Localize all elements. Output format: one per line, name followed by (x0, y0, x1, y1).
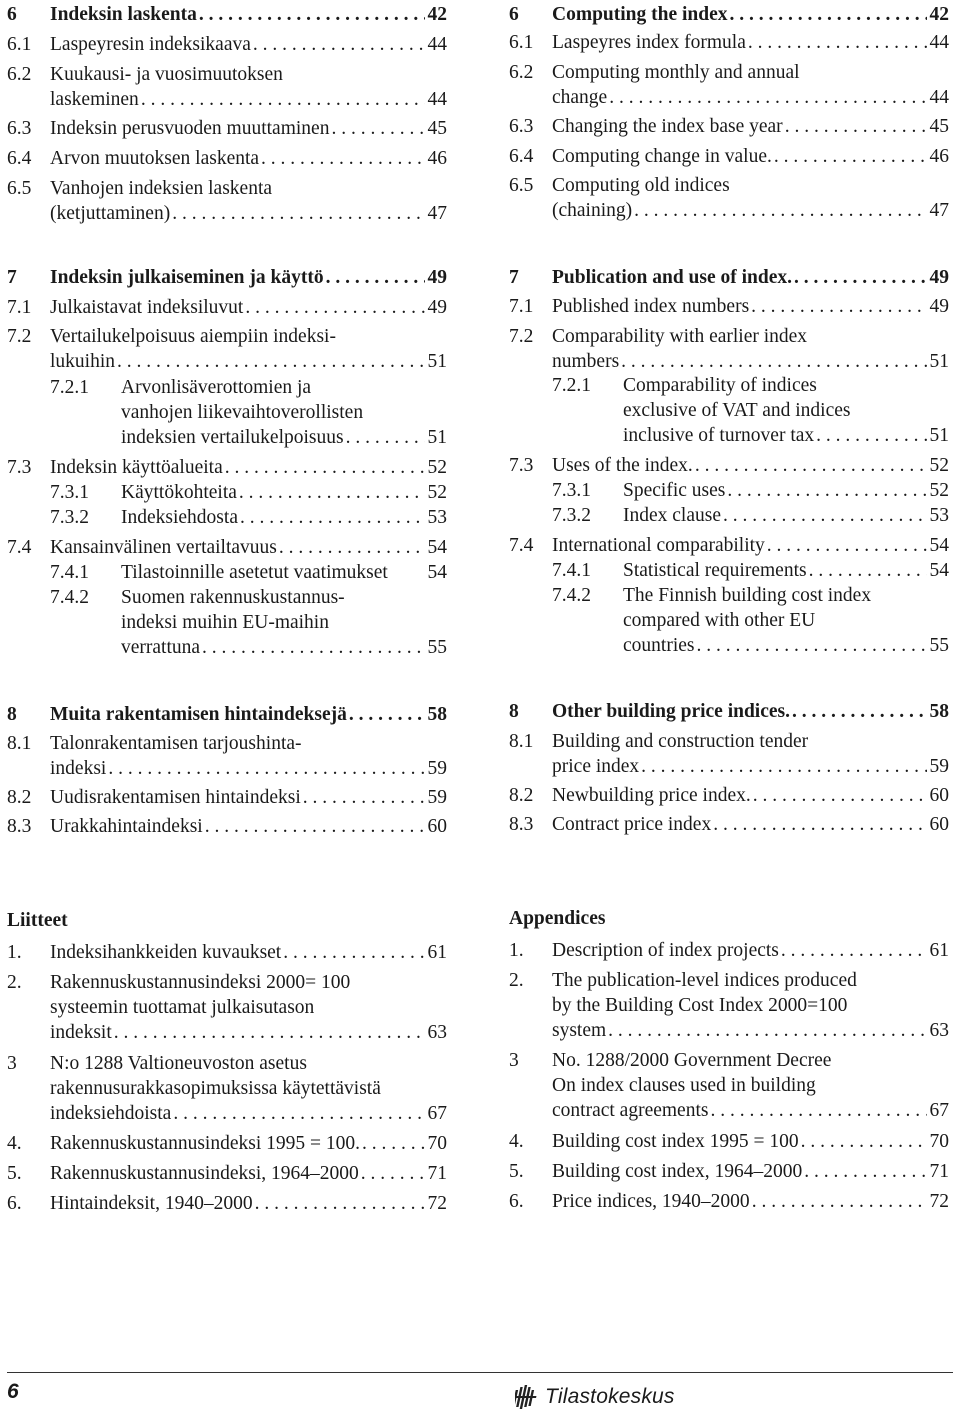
entry-title: Rakennuskustannusindeksi 1995 = 100. (50, 1133, 360, 1154)
entry-title: Urakkahintaindeksi (50, 816, 203, 837)
dot-leader (344, 425, 425, 450)
page-ref: 51 (427, 351, 447, 372)
entry-number: 6 (7, 4, 17, 25)
toc-entry (509, 144, 949, 169)
entry-title: No. 1288/2000 Government Decree (552, 1050, 832, 1071)
entry-title: lukuihin (50, 351, 116, 372)
entry-title: The Finnish building cost index (623, 585, 872, 606)
entry-title: Publication and use of index. (552, 267, 793, 288)
logo-text: Tilastokeskus (545, 1385, 675, 1408)
entry-title: Talonrakentamisen tarjoushinta- (50, 733, 302, 754)
entry-title: Changing the index base year (552, 116, 783, 137)
appendix-heading: Appendices (509, 908, 606, 929)
page-ref: 49 (929, 267, 949, 288)
entry-number: 6.3 (7, 118, 32, 139)
entry-title: Contract price index (552, 814, 712, 835)
entry-title: Arvonlisäverottomien ja (121, 377, 312, 398)
page-ref: 61 (427, 942, 447, 963)
page-ref: 42 (427, 4, 447, 25)
page-ref: 55 (929, 635, 949, 656)
entry-number: 6. (509, 1191, 524, 1212)
entry-number: 6.2 (7, 64, 32, 85)
entry-title: Arvon muutoksen laskenta (50, 148, 260, 169)
page-ref: 60 (427, 816, 447, 837)
entry-title: countries (623, 635, 695, 656)
entry-title: Laspeyres index formula (552, 32, 746, 53)
page-ref: 45 (929, 116, 949, 137)
toc-entry (7, 785, 447, 810)
dot-leader (721, 503, 927, 528)
page-ref: 54 (929, 560, 949, 581)
page-ref: 59 (427, 758, 447, 779)
entry-number: 8.1 (7, 733, 32, 754)
entry-number: 6.5 (7, 178, 32, 199)
entry-title: Other building price indices. (552, 701, 790, 722)
dot-leader (243, 295, 424, 320)
entry-number: 8 (7, 704, 17, 725)
entry-number: 4. (7, 1133, 22, 1154)
dot-leader (750, 1189, 927, 1214)
toc-entry (7, 560, 447, 585)
toc-entry (509, 1129, 949, 1154)
entry-title: Indeksin perusvuoden muuttaminen (50, 118, 330, 139)
entry-title: Published index numbers (552, 296, 750, 317)
page-ref: 51 (929, 351, 949, 372)
toc-entry (509, 265, 949, 290)
entry-title: indeksiehdoista (50, 1103, 172, 1124)
dot-leader (708, 1098, 926, 1123)
page-ref: 53 (929, 505, 949, 526)
entry-title: Indeksihankkeiden kuvaukset (50, 942, 282, 963)
page-ref: 55 (427, 637, 447, 658)
page-ref: 42 (929, 4, 949, 25)
page-ref: 70 (929, 1131, 949, 1152)
entry-title: Specific uses (623, 480, 726, 501)
entry-title: Price indices, 1940–2000 (552, 1191, 750, 1212)
entry-title: Description of index projects (552, 940, 779, 961)
dot-leader (203, 814, 425, 839)
toc-entry (509, 558, 949, 583)
entry-title: Muita rakentamisen hintaindeksejä (50, 704, 347, 725)
entry-number: 7.4 (509, 535, 534, 556)
toc-entry (7, 146, 447, 171)
toc-entry (7, 505, 447, 530)
toc-entry (509, 699, 949, 724)
page-ref: 54 (427, 537, 447, 558)
entry-number: 7.2.1 (50, 377, 89, 398)
entry-number: 7.4.2 (50, 587, 89, 608)
page-ref: 52 (427, 482, 447, 503)
toc-entry (509, 503, 949, 528)
entry-title: N:o 1288 Valtioneuvoston asetus (50, 1053, 307, 1074)
entry-number: 7.2.1 (552, 375, 591, 396)
entry-title: indeksi (50, 758, 107, 779)
page-ref: 49 (427, 267, 447, 288)
page-ref: 72 (427, 1193, 447, 1214)
dot-leader (728, 2, 927, 27)
page-ref: 60 (929, 814, 949, 835)
entry-number: 8 (509, 701, 519, 722)
entry-title: Tilastoinnille asetetut vaatimukset (121, 562, 388, 583)
toc-entry (509, 294, 949, 319)
page-ref: 49 (427, 297, 447, 318)
entry-title: Uudisrakentamisen hintaindeksi (50, 787, 301, 808)
toc-entry (509, 324, 949, 374)
toc-entry (7, 32, 447, 57)
entry-number: 7.1 (509, 296, 534, 317)
entry-title: Computing change in value. (552, 146, 772, 167)
page-ref: 54 (427, 562, 447, 583)
dot-leader (799, 1129, 927, 1154)
page-ref: 51 (427, 427, 447, 448)
toc-entry (7, 731, 447, 781)
toc-entry (7, 1131, 447, 1156)
entry-number: 6. (7, 1193, 22, 1214)
entry-title: Indeksin laskenta (50, 4, 197, 25)
toc-entry (509, 478, 949, 503)
dot-leader (807, 558, 927, 583)
entry-number: 7.2 (509, 326, 534, 347)
page-ref: 46 (929, 146, 949, 167)
page-ref: 67 (427, 1103, 447, 1124)
entry-number: 5. (7, 1163, 22, 1184)
dot-leader (790, 699, 927, 724)
entry-number: 2. (7, 972, 22, 993)
page-ref: 59 (427, 787, 447, 808)
entry-number: 8.3 (509, 814, 534, 835)
entry-title: Suomen rakennuskustannus- (121, 587, 345, 608)
page-ref: 53 (427, 507, 447, 528)
tilastokeskus-logo-icon (515, 1384, 541, 1410)
toc-entry (509, 783, 949, 808)
dot-leader (694, 633, 926, 658)
dot-leader (606, 1018, 926, 1043)
dot-leader (253, 1191, 425, 1216)
entry-title: On index clauses used in building (552, 1075, 816, 1096)
entry-title: Rakennuskustannusindeksi, 1964–2000 (50, 1163, 359, 1184)
entry-number: 8.1 (509, 731, 534, 752)
dot-leader (259, 146, 424, 171)
entry-number: 7.4.1 (50, 562, 89, 583)
page-ref: 46 (427, 148, 447, 169)
dot-leader (277, 535, 425, 560)
page-ref: 60 (929, 785, 949, 806)
page-ref: 44 (427, 34, 447, 55)
toc-column-finnish (7, 0, 447, 1230)
page-ref: 52 (427, 457, 447, 478)
entry-title: Building cost index 1995 = 100 (552, 1131, 799, 1152)
page-ref: 61 (929, 940, 949, 961)
entry-number: 7.2 (7, 326, 32, 347)
dot-leader (360, 1131, 425, 1156)
entry-number: 6.3 (509, 116, 534, 137)
dot-leader (792, 265, 926, 290)
entry-title: Hintaindeksit, 1940–2000 (50, 1193, 253, 1214)
dot-leader (607, 85, 926, 110)
entry-number: 1. (7, 942, 22, 963)
entry-title: The publication-level indices produced (552, 970, 857, 991)
toc-entry (509, 30, 949, 55)
dot-leader (237, 480, 425, 505)
dot-leader (170, 201, 424, 226)
toc-entry (7, 2, 447, 27)
entry-title: Kansainvälinen vertailtavuus (50, 537, 277, 558)
entry-title: Index clause (623, 505, 721, 526)
toc-entry (7, 295, 447, 320)
toc-column-english (509, 0, 949, 1230)
toc-entry (7, 116, 447, 141)
dot-leader (746, 30, 927, 55)
page-ref: 58 (929, 701, 949, 722)
page-ref: 44 (929, 32, 949, 53)
page-ref: 70 (427, 1133, 447, 1154)
entry-title: Computing the index (552, 4, 728, 25)
entry-number: 6 (509, 4, 519, 25)
entry-title: verrattuna (121, 637, 201, 658)
page-ref: 52 (929, 455, 949, 476)
entry-title: Vertailukelpoisuus aiempiin indeksi- (50, 326, 336, 347)
toc-entry (7, 814, 447, 839)
toc-entry (509, 2, 949, 27)
page-ref: 51 (929, 425, 949, 446)
dot-leader (238, 505, 425, 530)
entry-number: 2. (509, 970, 524, 991)
dot-leader (711, 812, 926, 837)
entry-number: 6.4 (7, 148, 32, 169)
entry-number: 7.3 (509, 455, 534, 476)
entry-title: system (552, 1020, 607, 1041)
entry-title: (ketjuttaminen) (50, 203, 171, 224)
toc-entry (7, 585, 447, 660)
entry-title: Vanhojen indeksien laskenta (50, 178, 273, 199)
entry-title: Statistical requirements (623, 560, 807, 581)
dot-leader (779, 938, 927, 963)
toc-entry (509, 1189, 949, 1214)
entry-number: 7.4.1 (552, 560, 591, 581)
page-ref: 45 (427, 118, 447, 139)
page-ref: 71 (929, 1161, 949, 1182)
entry-number: 8.2 (7, 787, 32, 808)
entry-title: (chaining) (552, 200, 633, 221)
page-ref: 63 (427, 1022, 447, 1043)
toc-entry (7, 265, 447, 290)
entry-title: Julkaistavat indeksiluvut (50, 297, 244, 318)
entry-title: laskeminen (50, 89, 139, 110)
toc-entry (509, 114, 949, 139)
entry-title: International comparability (552, 535, 765, 556)
entry-number: 8.3 (7, 816, 32, 837)
toc-entry (7, 1051, 447, 1126)
entry-number: 6.1 (509, 32, 534, 53)
entry-number: 1. (509, 940, 524, 961)
page-ref: 49 (929, 296, 949, 317)
page-ref: 63 (929, 1020, 949, 1041)
entry-number: 3 (7, 1053, 17, 1074)
page-ref: 54 (929, 535, 949, 556)
dot-leader (725, 478, 926, 503)
entry-number: 7.3.1 (50, 482, 89, 503)
toc-entry (509, 533, 949, 558)
appendix-heading: Liitteet (7, 910, 68, 931)
dot-leader (749, 294, 926, 319)
toc-entry (7, 702, 447, 727)
entry-title: Comparability of indices (623, 375, 817, 396)
dot-leader (197, 2, 425, 27)
entry-title: indeksit (50, 1022, 112, 1043)
entry-title: Indeksin julkaiseminen ja käyttö (50, 267, 324, 288)
entry-title: Computing monthly and annual (552, 62, 800, 83)
toc-entry (509, 373, 949, 448)
footer-rule (7, 1372, 953, 1373)
entry-number: 7.3.1 (552, 480, 591, 501)
dot-leader (324, 265, 425, 290)
dot-leader (281, 940, 424, 965)
entry-title: indeksien vertailukelpoisuus (121, 427, 344, 448)
page-ref: 71 (427, 1163, 447, 1184)
dot-leader (301, 785, 425, 810)
entry-number: 7.3.2 (552, 505, 591, 526)
entry-title: compared with other EU (623, 610, 816, 631)
dot-leader (765, 533, 927, 558)
entry-title: systeemin tuottamat julkaisutason (50, 997, 315, 1018)
page-ref: 47 (929, 200, 949, 221)
toc-entry (509, 938, 949, 963)
entry-title: indeksi muihin EU-maihin (121, 612, 329, 633)
entry-number: 6.2 (509, 62, 534, 83)
entry-number: 7.4.2 (552, 585, 591, 606)
dot-leader (632, 198, 926, 223)
page-ref: 72 (929, 1191, 949, 1212)
page-ref: 59 (929, 756, 949, 777)
toc-entry (509, 173, 949, 223)
entry-title: Käyttökohteita (121, 482, 237, 503)
entry-title: exclusive of VAT and indices (623, 400, 851, 421)
entry-title: Comparability with earlier index (552, 326, 808, 347)
toc-entry (7, 176, 447, 226)
entry-title: inclusive of turnover tax (623, 425, 815, 446)
publisher-logo (515, 1384, 675, 1410)
entry-title: Laspeyresin indeksikaava (50, 34, 251, 55)
dot-leader (347, 702, 425, 727)
toc-entry (509, 729, 949, 779)
dot-leader (251, 32, 425, 57)
entry-title: Newbuilding price index. (552, 785, 751, 806)
entry-title: Indeksin käyttöalueita (50, 457, 223, 478)
dot-leader (814, 423, 926, 448)
dot-leader (329, 116, 424, 141)
toc-entry (7, 1161, 447, 1186)
page-ref: 44 (427, 89, 447, 110)
page-ref: 44 (929, 87, 949, 108)
dot-leader (139, 87, 425, 112)
entry-number: 4. (509, 1131, 524, 1152)
entry-number: 8.2 (509, 785, 534, 806)
toc-entry (509, 453, 949, 478)
toc-entry (509, 1048, 949, 1123)
entry-number: 5. (509, 1161, 524, 1182)
toc-entry (509, 60, 949, 110)
toc-entry (7, 535, 447, 560)
toc-entry (509, 812, 949, 837)
dot-leader (619, 349, 926, 374)
dot-leader (783, 114, 927, 139)
entry-number: 6.4 (509, 146, 534, 167)
dot-leader (359, 1161, 425, 1186)
dot-leader (200, 635, 424, 660)
page-number: 6 (7, 1380, 19, 1403)
entry-number: 7.3.2 (50, 507, 89, 528)
dot-leader (171, 1101, 424, 1126)
dot-leader (223, 455, 425, 480)
entry-title: Building and construction tender (552, 731, 809, 752)
entry-title: numbers (552, 351, 620, 372)
entry-title: Uses of the index. (552, 455, 693, 476)
entry-title: by the Building Cost Index 2000=100 (552, 995, 848, 1016)
dot-leader (693, 453, 927, 478)
dot-leader (112, 1020, 425, 1045)
dot-leader (106, 756, 424, 781)
dot-leader (639, 754, 926, 779)
entry-title: Kuukausi- ja vuosimuutoksen (50, 64, 283, 85)
entry-number: 6.1 (7, 34, 32, 55)
entry-title: price index (552, 756, 640, 777)
page-ref: 52 (929, 480, 949, 501)
dot-leader (802, 1159, 926, 1184)
toc-entry (7, 480, 447, 505)
page-ref: 67 (929, 1100, 949, 1121)
entry-number: 7 (509, 267, 519, 288)
entry-number: 6.5 (509, 175, 534, 196)
entry-title: vanhojen liikevaihtoverollisten (121, 402, 364, 423)
dot-leader (772, 144, 927, 169)
entry-number: 3 (509, 1050, 519, 1071)
entry-number: 7.4 (7, 537, 32, 558)
entry-number: 7.3 (7, 457, 32, 478)
toc-entry (7, 324, 447, 374)
entry-title: Indeksiehdosta (121, 507, 238, 528)
toc-entry (509, 583, 949, 658)
entry-number: 7 (7, 267, 17, 288)
toc-entry (509, 1159, 949, 1184)
toc-entry (509, 968, 949, 1043)
toc-entry (7, 62, 447, 112)
page-ref: 47 (427, 203, 447, 224)
entry-title: rakennusurakkasopimuksissa käytettävistä (50, 1078, 381, 1099)
toc-entry (7, 375, 447, 450)
toc-entry (7, 970, 447, 1045)
entry-title: contract agreements (552, 1100, 709, 1121)
page-ref: 58 (427, 704, 447, 725)
entry-title: Building cost index, 1964–2000 (552, 1161, 803, 1182)
entry-title: Rakennuskustannusindeksi 2000= 100 (50, 972, 351, 993)
entry-title: Computing old indices (552, 175, 730, 196)
toc-entry (7, 1191, 447, 1216)
dot-leader (115, 349, 424, 374)
entry-number: 7.1 (7, 297, 32, 318)
toc-entry (7, 455, 447, 480)
dot-leader (751, 783, 927, 808)
toc-entry (7, 940, 447, 965)
entry-title: change (552, 87, 608, 108)
